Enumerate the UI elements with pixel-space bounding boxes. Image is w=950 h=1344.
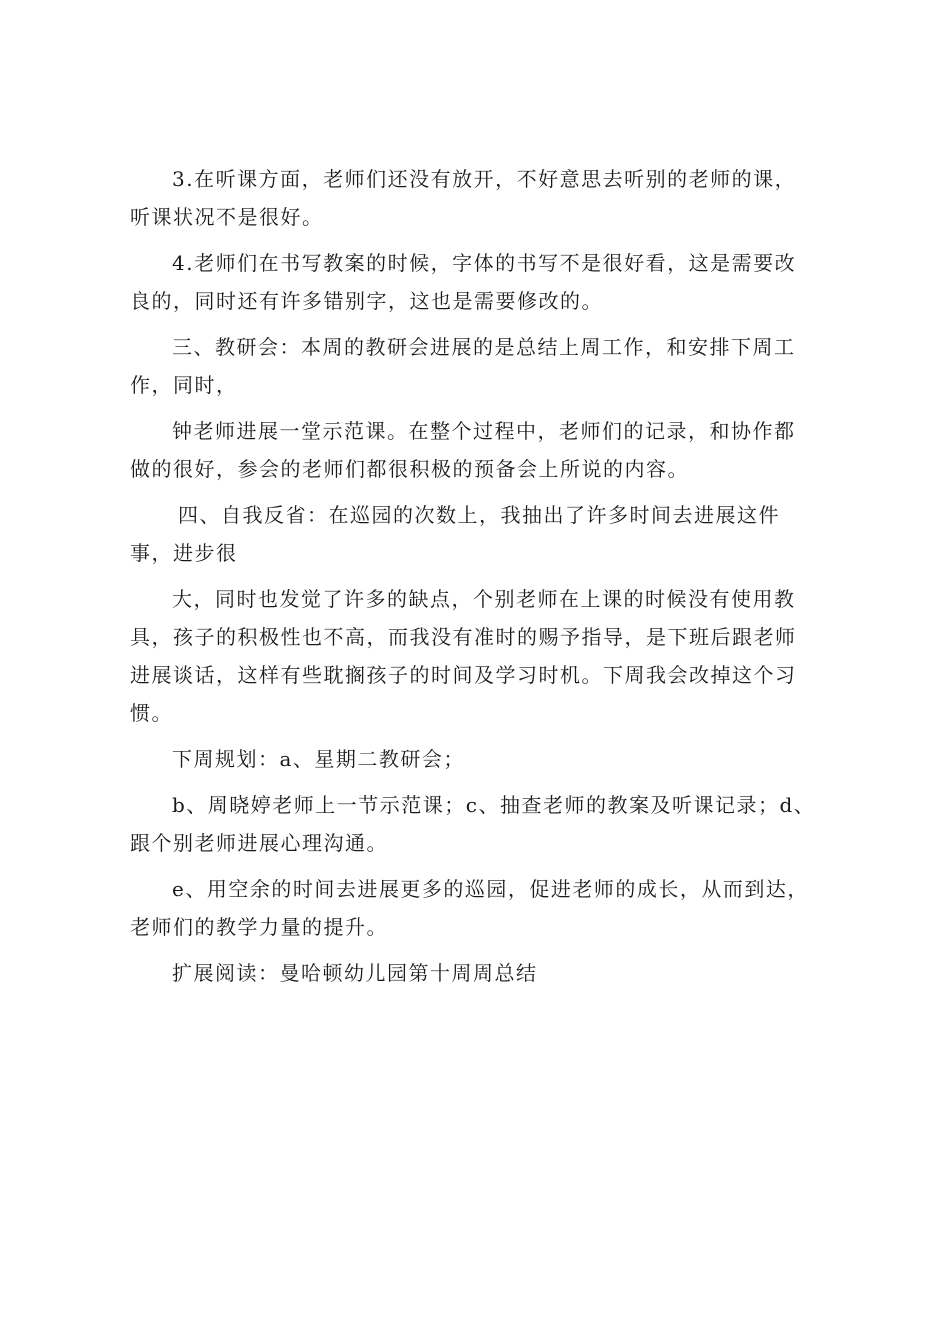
paragraph-line: 3.在听课方面，老师们还没有放开，不好意思去听别的老师的课， [172, 167, 797, 191]
paragraph-line: 跟个别老师进展心理沟通。 [130, 831, 388, 855]
paragraph-plan-items-bcd [130, 786, 830, 862]
paragraph-line: 听课状况不是很好。 [130, 205, 324, 229]
paragraph-line: 下周规划：a、星期二教研会； [172, 747, 465, 771]
paragraph-line: 做的很好，参会的老师们都很积极的预备会上所说的内容。 [130, 457, 689, 481]
paragraph-line: e、用空余的时间去进展更多的巡园，促进老师的成长，从而到达， [172, 877, 809, 901]
paragraph-line: 四、自我反省：在巡园的次数上，我抽出了许多时间去进展这件 [178, 503, 780, 527]
paragraph-next-week-plan [130, 740, 830, 778]
paragraph-plan-item-e [130, 870, 830, 946]
paragraph-line: 进展谈话，这样有些耽搁孩子的时间及学习时机。下周我会改掉这个习 [130, 663, 797, 687]
paragraph-demo-class [130, 412, 830, 488]
paragraph-teaching-meeting [130, 328, 830, 404]
paragraph-line: 惯。 [130, 701, 173, 725]
paragraph-line: 大，同时也发觉了许多的缺点，个别老师在上课的时候没有使用教 [172, 587, 796, 611]
paragraph-line: b、周晓婷老师上一节示范课；c、抽查老师的教案及听课记录；d、 [172, 793, 816, 817]
paragraph-listening-issue [130, 160, 830, 236]
paragraph-self-reflection [130, 496, 830, 572]
paragraph-line: 良的，同时还有许多错别字，这也是需要修改的。 [130, 289, 603, 313]
paragraph-line: 钟老师进展一堂示范课。在整个过程中，老师们的记录，和协作都 [172, 419, 796, 443]
paragraph-line: 扩展阅读：曼哈顿幼儿园第十周周总结 [172, 961, 538, 985]
paragraph-extended-reading [130, 954, 830, 992]
document-body [130, 160, 830, 1000]
paragraph-line: 事，进步很 [130, 541, 238, 565]
paragraph-line: 三、教研会：本周的教研会进展的是总结上周工作，和安排下周工 [172, 335, 796, 359]
paragraph-line: 具，孩子的积极性也不高，而我没有准时的赐予指导，是下班后跟老师 [130, 625, 797, 649]
paragraph-lesson-plan-writing [130, 244, 830, 320]
paragraph-line: 老师们的教学力量的提升。 [130, 915, 388, 939]
paragraph-line: 作，同时， [130, 373, 238, 397]
paragraph-line: 4.老师们在书写教案的时候，字体的书写不是很好看，这是需要改 [172, 251, 797, 275]
paragraph-shortcomings [130, 580, 830, 732]
